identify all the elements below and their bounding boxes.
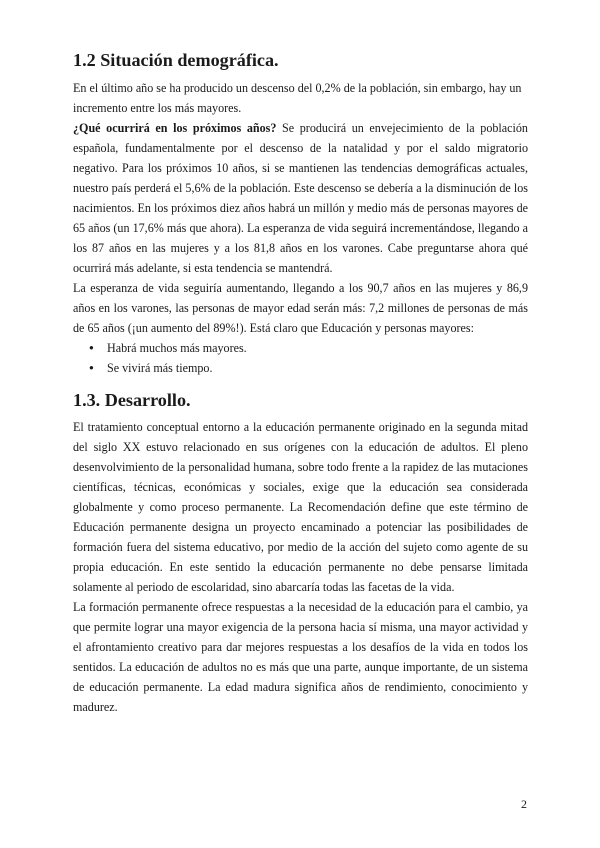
- bullet-item: ● Habrá muchos más mayores.: [89, 338, 528, 358]
- paragraph-lead-question: ¿Qué ocurrirá en los próximos años?: [73, 121, 277, 135]
- paragraph-esperanza-vida: La esperanza de vida seguiría aumentando, llegando a los 90,7 años en las mujeres y 86,9 años en los varones, las personas de mayor edad serán más: 7,2 millones de personas de más de 65 años (¡un aumento del 89%!). Está claro que Educación y personas mayores:: [73, 281, 528, 335]
- paragraph-educacion-permanente: El tratamiento conceptual entorno a la educación permanente originado en la segunda mitad del siglo XX estuvo relacionado en sus orígenes con la educación de adultos. El pleno desenvolvimiento de la personalidad humana, sobre todo frente a la rapidez de las mutaciones científicas, técnicas, económicas y sociales, exige que la educación sea considerada globalmente y como proceso permanente. La Recomendación define que este término de Educación permanente designa un proyecto encaminado a potenciar las posibilidades de formación fuera del sistema educativo, por medio de la acción del sujeto como agente de su propia educación. En este sentido la educación permanente no debe pensarse limitada solamente al periodo de escolaridad, sino abarcaría todas las facetas de la vida.: [73, 420, 528, 594]
- bullet-list: [73, 338, 528, 378]
- paragraph-descenso-poblacion: En el último año se ha producido un descenso del 0,2% de la población, sin embargo, hay un incremento entre los más mayores.: [73, 81, 522, 115]
- paragraph-proximos-anos: [73, 118, 528, 278]
- paragraph-proximos-anos-body: Se producirá un envejecimiento de la población española, fundamentalmente por el descenso de la natalidad y por el saldo migratorio negativo. Para los próximos 10 años, si se mantienen las tendencias demográficas actuales, nuestro país perderá el 5,6% de la población. Este descenso se debería a la disminución de los nacimientos. En los próximos diez años habrá un millón y medio más de personas mayores de 65 años (un 17,6% más que ahora). La esperanza de vida seguirá incrementándose, llegando a los 87 años en las mujeres y a los 81,8 años en los varones. Cabe preguntarse ahora qué ocurrirá más adelante, si esta tendencia se mantendrá.: [73, 121, 528, 275]
- section-heading-situacion-demografica: 1.2 Situación demográfica.: [73, 50, 279, 70]
- bullet-item: ● Se vivirá más tiempo.: [89, 358, 528, 378]
- paragraph-formacion-permanente: La formación permanente ofrece respuestas a la necesidad de la educación para el cambio, ya que permite lograr una mayor exigencia de la persona hacia sí misma, una mayor actividad y el afrontamiento creativo para dar mejores respuestas a los desafíos de la vida en todos los sentidos. La educación de adultos no es más que una parte, aunque importante, de un sistema de educación permanente. La edad madura significa años de rendimiento, conocimiento y madurez.: [73, 600, 528, 714]
- page-content: [73, 50, 528, 717]
- page-number: 2: [521, 797, 527, 811]
- section-heading-desarrollo: 1.3. Desarrollo.: [73, 390, 191, 410]
